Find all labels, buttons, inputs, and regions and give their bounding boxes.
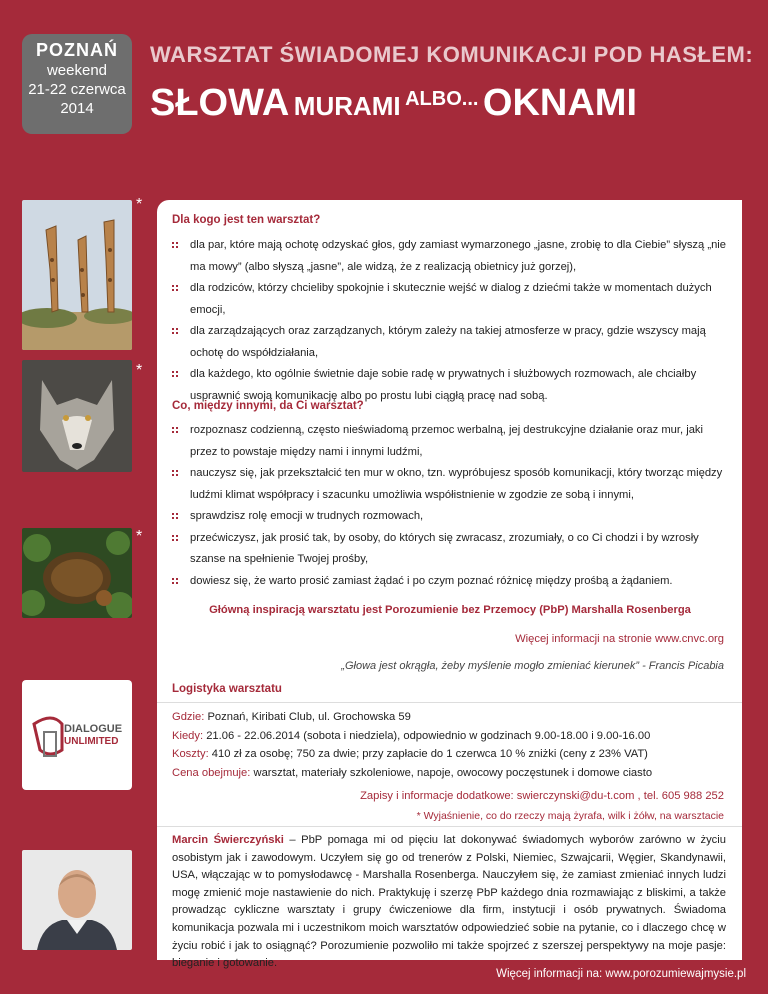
divider	[157, 702, 742, 703]
includes-key: Cena obejmuje:	[172, 766, 251, 779]
author-photo	[22, 850, 132, 950]
badge-dates: 21-22 czerwca	[28, 81, 126, 98]
headline-subtitle: WARSZTAT ŚWIADOMEJ KOMUNIKACJI POD HASŁEM:	[150, 42, 754, 67]
more-info-link[interactable]: Więcej informacji na stronie www.cnvc.org	[515, 633, 724, 645]
logistics-block	[172, 708, 652, 782]
star-marker-3: *	[136, 528, 143, 545]
list-item: sprawdzisz rolę emocji w trudnych rozmowach,	[172, 506, 726, 528]
when-value: 21.06 - 22.06.2014 (sobota i niedziela), odpowiednio w godzinach 9.00-18.00 i 9.00-16.00	[203, 729, 651, 742]
headline-word-2: MURAMI	[293, 91, 401, 121]
list-item: dla zarządzających oraz zarządzanych, którym zależy na takiej atmosferze w pracy, gdzie wszyscy mają ochotę do współdziałania,	[172, 321, 726, 364]
badge-weekend: weekend	[46, 62, 108, 79]
headline-word-3: ALBO...	[405, 88, 479, 110]
benefits-list	[172, 420, 726, 592]
date-badge	[22, 34, 132, 134]
logo-line-2: UNLIMITED	[64, 736, 119, 747]
dialogue-unlimited-logo	[22, 680, 132, 790]
giraffe-photo	[22, 200, 132, 350]
list-item: przećwiczysz, jak prosić tak, by osoby, do których się zwracasz, zrozumiały, o co Ci chodzi i by wzrosły szanse na spełnienie Twojej prośby,	[172, 528, 726, 571]
list-item: nauczysz się, jak przekształcić ten mur w okno, tzn. wypróbujesz sposób komunikacji, który tworząc między ludźmi klimat współpracy i szacunku umożliwia współistnienie w zgodzie ze sobą i innymi,	[172, 463, 726, 506]
inspiration-line: Główną inspiracją warsztatu jest Porozumienie bez Przemocy (PbP) Marshalla Rosenberga	[209, 604, 691, 616]
badge-city: POZNAŃ	[36, 40, 118, 60]
includes-value: warsztat, materiały szkoleniowe, napoje, owocowy poczęstunek i domowe ciasto	[250, 766, 653, 779]
quote-line: „Głowa jest okrągła, żeby myślenie mogło zmieniać kierunek” - Francis Picabia	[341, 660, 724, 672]
author-bio	[172, 832, 726, 973]
section-title-logistics: Logistyka warsztatu	[172, 683, 282, 695]
author-name: Marcin Świerczyński	[172, 834, 284, 846]
headline-word-4: OKNAMI	[482, 82, 638, 124]
cost-value: 410 zł za osobę; 750 za dwie; przy zapłacie do 1 czerwca 10 % zniżki (ceny z 23% VAT)	[208, 748, 648, 760]
author-bio-text: – PbP pomaga mi od pięciu lat dokonywać świadomych wyborów zarówno w życiu osobistym jak i zawodowym. Uczyłem się go od trenerów z Polski, Niemiec, Szwajcarii, Węgier, Skandynawii, USA, włączając w to pomysłodawcę - Marshalla Rosenberga. Nauczyłem się, że zamiast zmieniać innych ludzi mogę zmienić moje nastawienie do nich. Praktykuję i szerzę PbP każdego dnia rozmawiając z bliskimi, a także prowadząc cykliczne warsztaty i grupy ćwiczeniowe dla firm, instytucji i osób prywatnych. Świadoma komunikacja pozwala mi i uczestnikom moich warsztatów odpowiedzieć sobie na pytanie, co i dlaczego chcę w życiu robić i jak to osiągnąć? Porozumienie pozwoliło mi także spojrzeć z szerszej perspektywy na moje pasje: bieganie i gotowanie.	[172, 834, 726, 970]
badge-year: 2014	[60, 100, 94, 117]
list-item: dla rodziców, którzy chcieliby spokojnie i skutecznie wejść w dialog z dziećmi także w momentach dużych emocji,	[172, 278, 726, 321]
headline-title	[150, 82, 637, 125]
headline-word-1: SŁOWA	[150, 82, 290, 124]
section-title-benefits: Co, między innymi, da Ci warsztat?	[172, 400, 364, 412]
cost-key: Koszty:	[172, 748, 209, 760]
turtle-photo	[22, 528, 132, 618]
list-item: dowiesz się, że warto prosić zamiast żądać i po czym poznać różnicę między prośbą a żądaniem.	[172, 571, 726, 593]
logo-line-1: DIALOGUE	[64, 723, 123, 735]
wolf-photo	[22, 360, 132, 472]
footnote-line: * Wyjaśnienie, co do rzeczy mają żyrafa, wilk i żółw, na warsztacie	[416, 810, 724, 822]
list-item: rozpoznasz codzienną, często nieświadomą przemoc werbalną, jej destrukcyjne działanie oraz mur, jaki przez to powstaje między nami i innymi ludźmi,	[172, 420, 726, 463]
footer-link[interactable]: Więcej informacji na: www.porozumiewajmysie.pl	[496, 968, 746, 980]
when-key: Kiedy:	[172, 729, 204, 742]
where-value: Poznań, Kiribati Club, ul. Grochowska 59	[204, 711, 411, 723]
section-title-audience: Dla kogo jest ten warsztat?	[172, 214, 321, 226]
star-marker-2: *	[136, 362, 143, 379]
divider	[157, 826, 742, 827]
star-marker-1: *	[136, 196, 143, 213]
contact-line: Zapisy i informacje dodatkowe: swierczynski@du-t.com , tel. 605 988 252	[360, 790, 724, 802]
list-item: dla każdego, kto ogólnie świetnie daje sobie radę w prywatnych i służbowych rozmowach, ale chciałby usprawnić swoją komunikację albo po prostu lubi ciągłą pracę nad sobą.	[172, 364, 726, 407]
list-item: dla par, które mają ochotę odzyskać głos, gdy zamiast wymarzonego „jasne, zrobię to dla Ciebie” słyszą „nie ma mowy” (albo słyszą „jasne”, ale widzą, że z realizacją obietnicy już gorzej),	[172, 235, 726, 278]
audience-list	[172, 235, 726, 407]
where-key: Gdzie:	[172, 711, 205, 723]
